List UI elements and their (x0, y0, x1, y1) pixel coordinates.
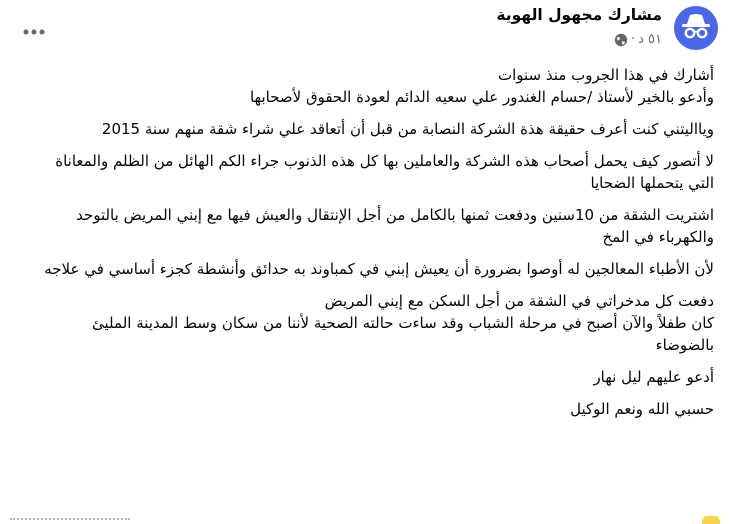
post-paragraph: أدعو عليهم ليل نهار (593, 368, 714, 386)
more-options-button[interactable] (16, 14, 52, 44)
more-horizontal-icon (22, 20, 46, 39)
incognito-icon (679, 13, 713, 43)
post-meta (614, 32, 662, 47)
reactions-bar (0, 516, 734, 524)
meta-separator: · (630, 32, 636, 47)
engagement-count[interactable] (10, 518, 130, 524)
avatar[interactable] (674, 6, 718, 50)
reaction-icon[interactable] (702, 516, 720, 524)
post-paragraph: ويااليتني كنت أعرف حقيقة هذة الشركة النصابة من قبل أن أتعاقد علي شراء شقة منهم سنة 2015 (101, 120, 714, 138)
post-paragraph: دفعت كل مدخراتي في الشقة من أجل السكن مع إبني المريض (324, 292, 714, 310)
post-paragraph: لأن الأطباء المعالجين له أوصوا بضرورة أن يعيش إبني في كمباوند به حدائق وأنشطة كجزء أساسي في علاجه (44, 260, 714, 278)
author-name[interactable]: مشارك مجهول الهوية (496, 6, 662, 24)
post-time[interactable]: ٥١ د (638, 32, 662, 47)
post-paragraph: لا أتصور كيف يحمل أصحاب هذه الشركة والعاملين بها كل هذه الذنوب جراء الكم الهائل من الظلم والمعاناة التي يتحملها الضحايا (55, 152, 714, 192)
post-paragraph: وأدعو بالخير لأستاذ /حسام الغندور علي سعيه الدائم لعودة الحقوق لأصحابها (249, 88, 714, 106)
post-paragraph: كان طفلاً والآن أصبح في مرحلة الشباب وقد ساءت حالته الصحية لأننا من سكان وسط المدينة المليئ بالضوضاء (92, 314, 714, 354)
post-paragraph: اشتريت الشقة من 10سنين ودفعت ثمنها بالكامل من أجل الإنتقال والعيش فيها مع إبني المريض بالتوحد والكهرباء في المخ (76, 206, 714, 246)
globe-icon (614, 33, 628, 47)
post-paragraph: حسبي الله ونعم الوكيل (570, 400, 714, 418)
post-paragraph: أشارك في هذا الجروب منذ سنوات (497, 66, 714, 84)
post-body (36, 64, 714, 430)
post-header (0, 0, 734, 60)
